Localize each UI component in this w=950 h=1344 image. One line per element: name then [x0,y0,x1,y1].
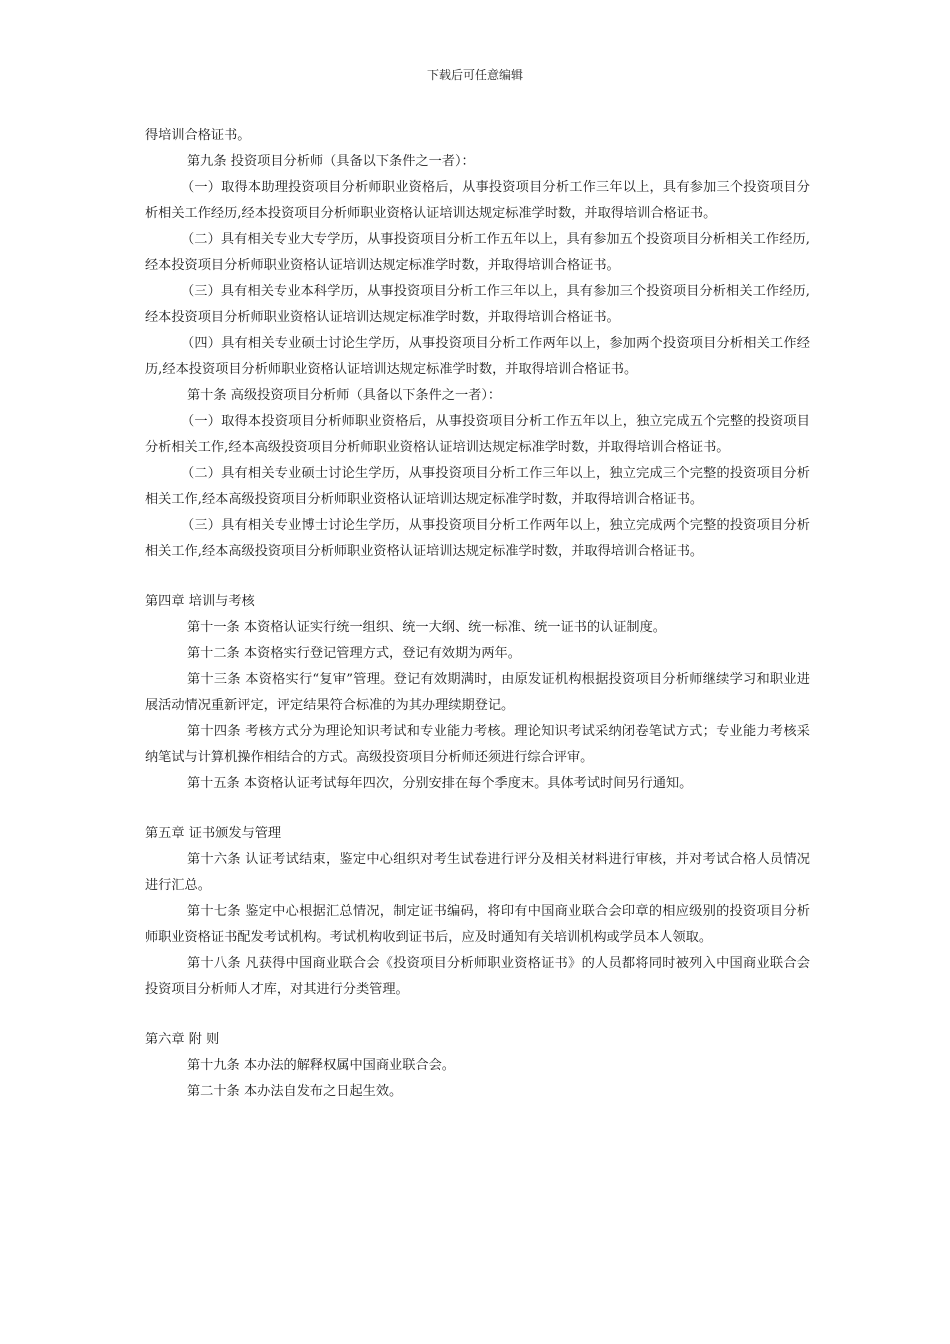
article-15: 第十五条 本资格认证考试每年四次，分别安排在每个季度末。具体考试时间另行通知。 [187,776,693,791]
article-20: 第二十条 本办法自发布之日起生效。 [187,1084,403,1099]
article-18: 第十八条 凡获得中国商业联合会《投资项目分析师职业资格证书》的人员都将同时被列入中国商业联合会投资项目分析师人才库，对其进行分类管理。 [145,956,810,997]
article-19: 第十九条 本办法的解释权属中国商业联合会。 [187,1058,455,1073]
document-body [145,123,810,1105]
article-9-heading: 第九条 投资项目分析师（具备以下条件之一者）： [187,154,475,169]
article-11: 第十一条 本资格认证实行统一组织、统一大纲、统一标准、统一证书的认证制度。 [187,620,666,635]
article-12: 第十二条 本资格实行登记管理方式，登记有效期为两年。 [187,646,521,661]
article-9-item-2: （二）具有相关专业大专学历，从事投资项目分析工作五年以上，具有参加五个投资项目分析相关工作经历,经本投资项目分析师职业资格认证培训达规定标准学时数，并取得培训合格证书。 [145,232,810,273]
paragraph-continuation: 得培训合格证书。 [145,128,251,143]
article-9-item-1: （一）取得本助理投资项目分析师职业资格后，从事投资项目分析工作三年以上，具有参加三个投资项目分析相关工作经历,经本投资项目分析师职业资格认证培训达规定标准学时数，并取得培训合格证书。 [145,180,810,221]
article-9-item-4: （四）具有相关专业硕士讨论生学历，从事投资项目分析工作两年以上，参加两个投资项目分析相关工作经历,经本投资项目分析师职业资格认证培训达规定标准学时数，并取得培训合格证书。 [145,336,810,377]
article-16: 第十六条 认证考试结束，鉴定中心组织对考生试卷进行评分及相关材料进行审核，并对考试合格人员情况进行汇总。 [145,852,810,893]
article-10-heading: 第十条 高级投资项目分析师（具备以下条件之一者）： [187,388,502,403]
chapter-4-heading: 第四章 培训与考核 [145,594,255,609]
article-10-item-1: （一）取得本投资项目分析师职业资格后，从事投资项目分析工作五年以上，独立完成五个完整的投资项目分析相关工作,经本高级投资项目分析师职业资格认证培训达规定标准学时数，并取得培训合格证书。 [145,414,810,455]
article-10-item-3: （三）具有相关专业博士讨论生学历，从事投资项目分析工作两年以上，独立完成两个完整的投资项目分析相关工作,经本高级投资项目分析师职业资格认证培训达规定标准学时数，并取得培训合格证书。 [145,518,810,559]
article-13: 第十三条 本资格实行“复审”管理。登记有效期满时，由原发证机构根据投资项目分析师继续学习和职业进展活动情况重新评定，评定结果符合标准的为其办理续期登记。 [145,672,810,713]
article-14: 第十四条 考核方式分为理论知识考试和专业能力考核。理论知识考试采纳闭卷笔试方式；专业能力考核采纳笔试与计算机操作相结合的方式。高级投资项目分析师还须进行综合评审。 [145,724,810,765]
article-10-item-2: （二）具有相关专业硕士讨论生学历，从事投资项目分析工作三年以上，独立完成三个完整的投资项目分析相关工作,经本高级投资项目分析师职业资格认证培训达规定标准学时数，并取得培训合格证书。 [145,466,810,507]
article-17: 第十七条 鉴定中心根据汇总情况，制定证书编码，将印有中国商业联合会印章的相应级别的投资项目分析师职业资格证书配发考试机构。考试机构收到证书后，应及时通知有关培训机构或学员本人领取。 [145,904,810,945]
article-9-item-3: （三）具有相关专业本科学历，从事投资项目分析工作三年以上，具有参加三个投资项目分析相关工作经历,经本投资项目分析师职业资格认证培训达规定标准学时数，并取得培训合格证书。 [145,284,810,325]
chapter-5-heading: 第五章 证书颁发与管理 [145,826,282,841]
page-header: 下载后可任意编辑 [426,68,523,82]
chapter-6-heading: 第六章 附 则 [145,1032,220,1047]
